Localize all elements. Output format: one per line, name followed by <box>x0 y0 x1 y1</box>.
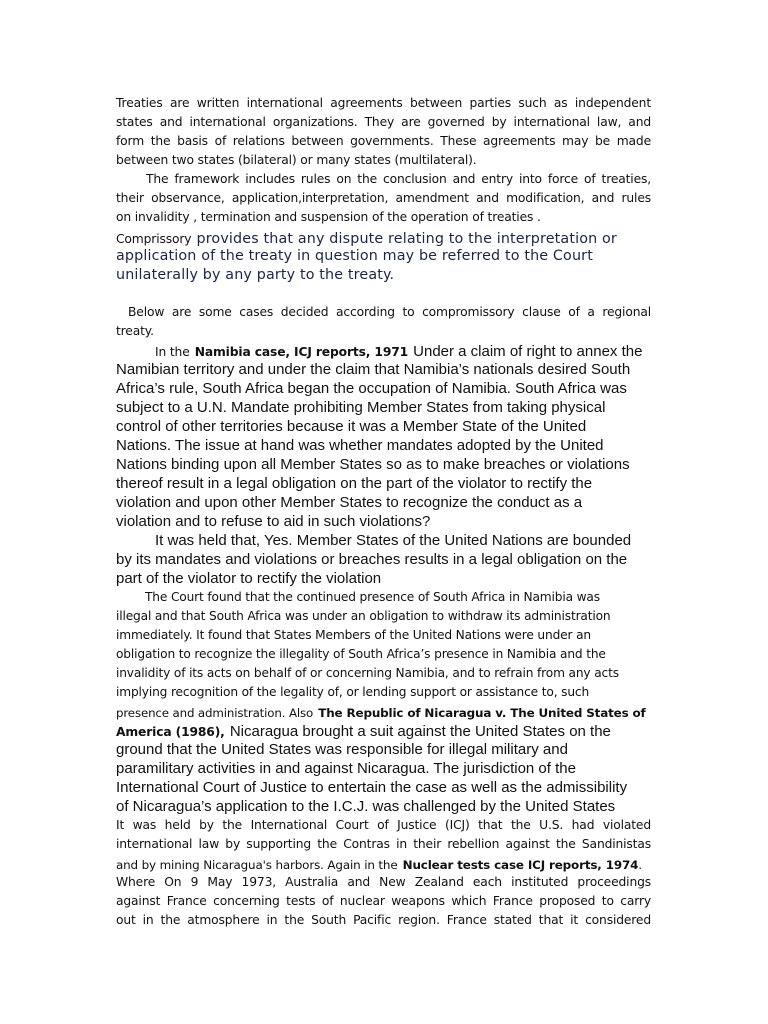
paragraph-line: immediately. It found that States Members of the United Nations were under an <box>116 628 591 642</box>
paragraph-line: thereof result in a legal obligation on the part of the violator to rectify the <box>116 475 593 492</box>
paragraph-line: Nations. The issue at hand was whether mandates adopted by the United <box>116 437 604 454</box>
paragraph-line: subject to a U.N. Mandate prohibiting Member States from taking physical <box>116 399 606 416</box>
inline-text: provides that any dispute relating to the interpretation or <box>196 231 617 247</box>
inline-text: Under a claim of right to annex the <box>413 343 643 360</box>
inline-text: and by mining Nicaragua's harbors. Again in the <box>116 858 398 872</box>
case-title: America (1986), <box>116 725 225 739</box>
case-title: The Republic of Nicaragua v. The United States of <box>318 706 646 720</box>
inline-text: In the <box>155 345 190 359</box>
paragraph-line: application of the treaty in question may be referred to the Court <box>116 248 593 264</box>
case-title: Nuclear tests case ICJ reports, 1974 <box>402 858 639 872</box>
paragraph-line: Namibian territory and under the claim that Namibia’s nationals desired South <box>116 361 631 378</box>
paragraph-line <box>116 856 651 872</box>
paragraph-line: illegal and that South Africa was under an obligation to withdraw its administration <box>116 609 611 623</box>
paragraph-line: on invalidity , termination and suspension of the operation of treaties . <box>116 210 541 224</box>
paragraph-line: between two states (bilateral) or many states (multilateral). <box>116 153 477 167</box>
paragraph-line: It was held by the International Court of Justice (ICJ) that the U.S. had violated <box>116 818 651 832</box>
paragraph-line: form the basis of relations between governments. These agreements may be made <box>116 134 651 148</box>
paragraph-line: their observance, application,interpretation, amendment and modification, and rules <box>116 191 651 205</box>
paragraph-line: The framework includes rules on the conclusion and entry into force of treaties, <box>146 172 651 186</box>
paragraph-line: Africa’s rule, South Africa began the occupation of Namibia. South Africa was <box>116 380 627 397</box>
paragraph-line <box>116 704 651 720</box>
inline-text: Nicaragua brought a suit against the United States on the <box>229 723 611 740</box>
paragraph-line: violation and upon other Member States to recognize the conduct as a <box>116 494 583 511</box>
case-title: Namibia case, ICJ reports, 1971 <box>194 345 409 359</box>
paragraph-line: Nations binding upon all Member States so as to make breaches or violations <box>116 456 630 473</box>
paragraph-line: Where On 9 May 1973, Australia and New Zealand each instituted proceedings <box>116 875 651 889</box>
paragraph-line: obligation to recognize the illegality of South Africa’s presence in Namibia and the <box>116 647 606 661</box>
paragraph-line: ground that the United States was responsible for illegal military and <box>116 741 568 758</box>
paragraph-line: against France concerning tests of nuclear weapons which France proposed to carry <box>116 894 651 908</box>
paragraph-line: by its mandates and violations or breaches results in a legal obligation on the <box>116 551 628 568</box>
paragraph-line: Treaties are written international agreements between parties such as independent <box>116 96 651 110</box>
paragraph-line: implying recognition of the legality of, or lending support or assistance to, such <box>116 685 590 699</box>
paragraph-line: out in the atmosphere in the South Pacific region. France stated that it considered <box>116 913 651 927</box>
paragraph-line: unilaterally by any party to the treaty. <box>116 267 395 283</box>
paragraph-line: control of other territories because it was a Member State of the United <box>116 418 587 435</box>
paragraph-line <box>116 723 651 739</box>
inline-text: . <box>638 858 642 872</box>
paragraph-line: Below are some cases decided according to compromissory clause of a regional <box>128 305 651 319</box>
inline-text: presence and administration. Also <box>116 706 314 720</box>
paragraph-line: It was held that, Yes. Member States of the United Nations are bounded <box>155 532 632 549</box>
paragraph-line <box>155 343 651 359</box>
paragraph-line: treaty. <box>116 324 154 338</box>
paragraph-line: paramilitary activities in and against Nicaragua. The jurisdiction of the <box>116 760 576 777</box>
paragraph-line <box>116 230 651 246</box>
inline-term: Comprissory <box>116 232 192 246</box>
paragraph-line: violation and to refuse to aid in such violations? <box>116 513 431 530</box>
paragraph-line: International Court of Justice to entertain the case as well as the admissibility <box>116 779 628 796</box>
paragraph-line: states and international organizations. They are governed by international law, and <box>116 115 651 129</box>
paragraph-line: part of the violator to rectify the violation <box>116 570 382 587</box>
paragraph-line: international law by supporting the Contras in their rebellion against the Sandinistas <box>116 837 651 851</box>
paragraph-line: invalidity of its acts on behalf of or concerning Namibia, and to refrain from any acts <box>116 666 619 680</box>
paragraph-line: The Court found that the continued presence of South Africa in Namibia was <box>145 590 600 604</box>
paragraph-line: of Nicaragua’s application to the I.C.J. was challenged by the United States <box>116 798 616 815</box>
